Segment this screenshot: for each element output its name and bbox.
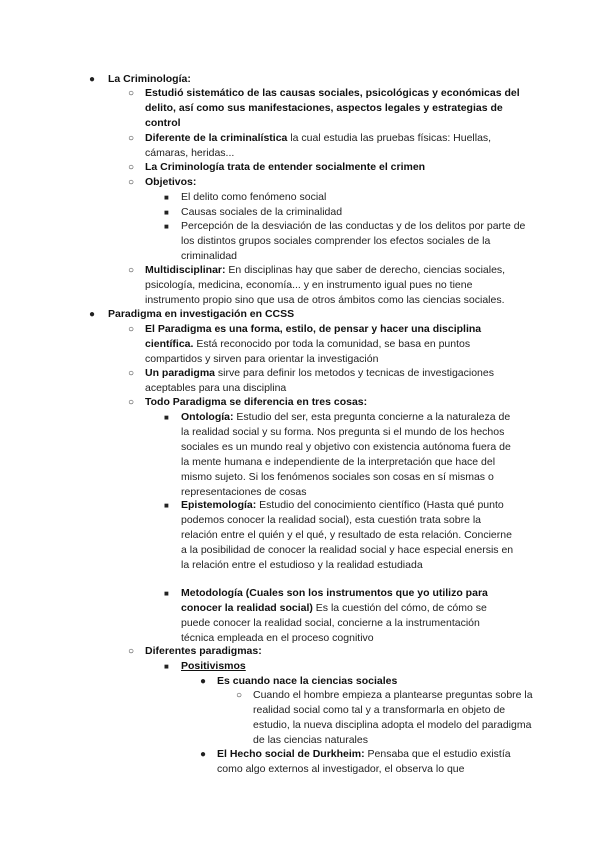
- bullet-circle: ○: [128, 397, 135, 408]
- item-objetivos: Objetivos:: [145, 176, 197, 188]
- bullet-disc: ●: [89, 309, 96, 320]
- item-trata: La Criminología trata de entender socialmente el crimen: [145, 161, 426, 173]
- bullet-circle: ○: [128, 265, 135, 276]
- item-epistemologia: Epistemología: Estudio del conocimiento científico (Hasta qué punto podemos conocer la realidad social), esta cuestión trata sobre la relación entre el quién y el qué, y resultado de esta relación. Concierne a la posibilidad de conocer la realidad social y hace especial enersis en la relación entre el estudioso y la realidad estudiada: [181, 499, 514, 571]
- item-criminalistica: Diferente de la criminalística la cual estudia las pruebas físicas: Huellas, cámaras, heridas...: [145, 132, 492, 159]
- bullet-disc: ●: [89, 74, 96, 85]
- bullet-disc: ●: [200, 676, 207, 687]
- bullet-square: ■: [164, 662, 169, 671]
- bullet-circle: ○: [236, 690, 243, 701]
- item-sirve: Un paradigma sirve para definir los metodos y tecnicas de investigaciones aceptables para una disciplina: [145, 367, 494, 394]
- item-nace-sub: Cuando el hombre empieza a plantearse preguntas sobre la realidad social como tal y a transformarla en objeto de estudio, la nueva disciplina adopta el modelo del paradigma de las ciencias naturales: [253, 689, 533, 746]
- bullet-circle: ○: [128, 177, 135, 188]
- objetivo-item: Causas sociales de la criminalidad: [181, 206, 343, 218]
- bullet-circle: ○: [128, 162, 135, 173]
- item-durkheim: El Hecho social de Durkheim: Pensaba que el estudio existía como algo externos al investigador, el observa lo que: [217, 748, 511, 775]
- heading-paradigma: Paradigma en investigación en CCSS: [108, 308, 295, 320]
- item-forma: El Paradigma es una forma, estilo, de pensar y hacer una disciplina científica. Está reconocido por toda la comunidad, se basa en puntos compartidos y sirven para orientar la investigación: [145, 323, 482, 365]
- item-multidisciplinar: Multidisciplinar: En disciplinas hay que saber de derecho, ciencias sociales, psicología, medicina, economía... y en instrumento igual pues no tiene instrumento propio sino que usa de otros ámbitos como las ciencias sociales.: [145, 264, 506, 306]
- item-positivismos: Positivismos: [181, 660, 246, 672]
- bullet-square: ■: [164, 193, 169, 202]
- bullet-square: ■: [164, 501, 169, 510]
- bullet-circle: ○: [128, 646, 135, 657]
- item-diferentes: Diferentes paradigmas:: [145, 645, 262, 657]
- bullet-square: ■: [164, 589, 169, 598]
- heading-criminologia: La Criminología:: [108, 73, 191, 85]
- item-nace: Es cuando nace la ciencias sociales: [217, 675, 398, 687]
- bullet-disc: ●: [200, 749, 207, 760]
- bullet-circle: ○: [128, 133, 135, 144]
- bullet-square: ■: [164, 413, 169, 422]
- bullet-circle: ○: [128, 368, 135, 379]
- objetivo-item: Percepción de la desviación de las conductas y de los delitos por parte de los distintos grupos sociales comprender los efectos sociales de la criminalidad: [181, 220, 526, 262]
- item-ontologia: Ontología: Estudio del ser, esta pregunta concierne a la naturaleza de la realidad social y su forma. Nos pregunta si el mundo de los hechos sociales es un mundo real y objetivo con existencia autónoma fuera de la mente humana e independiente de la interpretación que hace del mismo sujeto. Si los fenómenos sociales son cosas en sí mismas o representaciones de cosas: [181, 411, 511, 498]
- item-definicion: Estudió sistemático de las causas sociales, psicológicas y económicas del delito, así como sus manifestaciones, aspectos legales y estrategias de control: [145, 87, 520, 129]
- bullet-circle: ○: [128, 88, 135, 99]
- item-tres-cosas: Todo Paradigma se diferencia en tres cosas:: [145, 396, 368, 408]
- bullet-circle: ○: [128, 324, 135, 335]
- item-metodologia: Metodología (Cuales son los instrumentos que yo utilizo para conocer la realidad social) Es la cuestión del cómo, de cómo se puede conocer la realidad social, concierne a la instrumentación técnica empleada en el proceso cognitivo: [181, 587, 488, 644]
- bullet-square: ■: [164, 222, 169, 231]
- bullet-square: ■: [164, 208, 169, 217]
- objetivo-item: El delito como fenómeno social: [181, 191, 327, 203]
